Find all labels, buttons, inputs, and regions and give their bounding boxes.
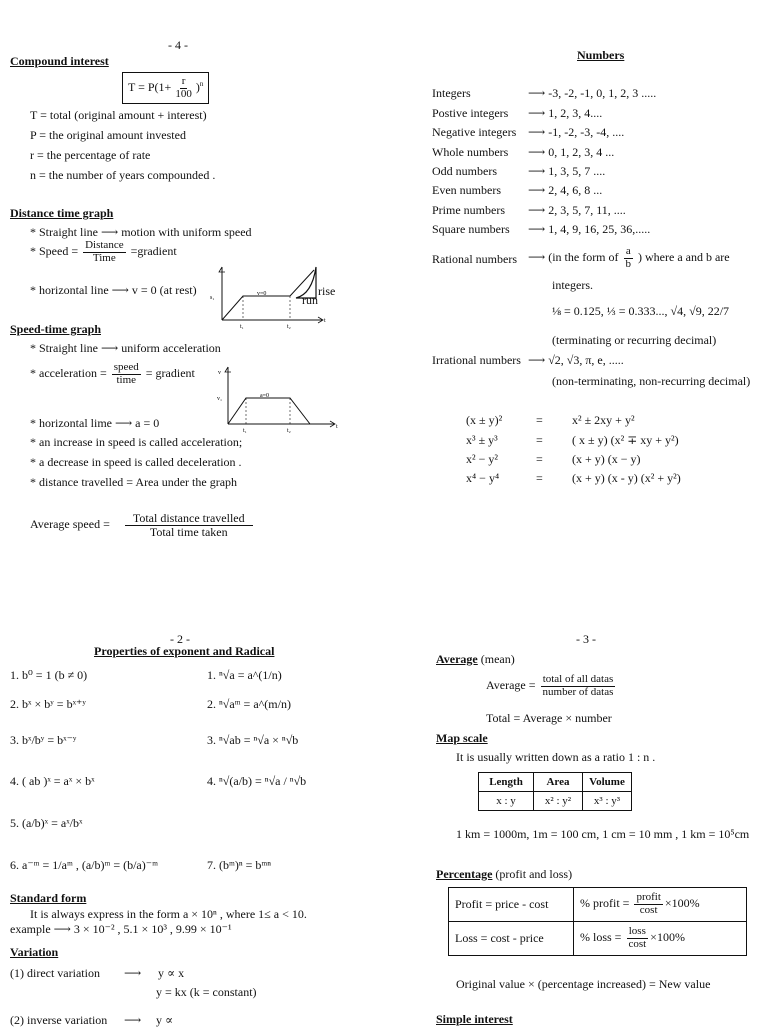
- profit-num: profit: [636, 891, 661, 904]
- table-cell: x³ : y³: [583, 792, 632, 811]
- exponent-rule-left: 6. a⁻ᵐ = 1/aᵐ , (a/b)ᵐ = (b/a)⁻ᵐ: [10, 858, 158, 872]
- average-label: Average =: [486, 677, 536, 692]
- gradient-label-2: = gradient: [145, 365, 195, 380]
- number-val: 1, 3, 5, 7 ....: [548, 164, 606, 178]
- variation-heading: Variation: [10, 945, 59, 959]
- exponent-rule-left: 4. ( ab )ˣ = aˣ × bˣ: [10, 774, 95, 788]
- radical-rule-right: 2. ⁿ√aᵐ = a^(m/n): [207, 697, 291, 711]
- percentage-title: Percentage: [436, 867, 493, 881]
- inverse-variation-formula: y ∝: [156, 1013, 174, 1027]
- rational-fd: b: [625, 257, 632, 270]
- number-row: [432, 106, 508, 121]
- number-val: 2, 4, 6, 8 ...: [548, 183, 603, 197]
- time-den-2: time: [116, 373, 137, 386]
- formula-exp: n: [199, 79, 204, 88]
- identity-lhs: (x ± y)²: [466, 413, 503, 427]
- map-scale-line: It is usually written down as a ratio 1 : n .: [456, 750, 656, 764]
- time-den: Time: [92, 251, 116, 264]
- identity-rhs: (x + y) (x - y) (x² + y²): [572, 471, 681, 485]
- identity-lhs: x² − y²: [466, 452, 498, 466]
- compound-def-r: r = the percentage of rate: [30, 148, 151, 162]
- average-title: Average: [436, 652, 478, 666]
- profit-def: Profit = price - cost: [449, 888, 574, 922]
- page-number-3: - 3 -: [576, 632, 596, 646]
- distance-line-1: * Straight line ⟶ motion with uniform speed: [30, 225, 252, 239]
- number-row: [432, 145, 508, 160]
- arrow-icon: ⟶: [528, 125, 546, 139]
- rise-label: rise: [318, 284, 336, 298]
- number-row: [432, 164, 497, 179]
- exponent-rule-left: 3. bˣ/bʸ = bˣ⁻ʸ: [10, 733, 77, 747]
- identity-eq: =: [536, 433, 543, 447]
- number-row: [432, 86, 471, 101]
- number-row: [432, 183, 501, 198]
- number-val: -3, -2, -1, 0, 1, 2, 3 .....: [548, 86, 657, 100]
- speed-line-3: * horizontal lime ⟶ a = 0: [30, 416, 160, 430]
- percent-profit-label: % profit =: [580, 896, 630, 911]
- table-cell: x² : y²: [534, 792, 583, 811]
- percent-loss-cell: [574, 922, 747, 956]
- speed-num: speed: [113, 361, 139, 373]
- speed-time-heading: Speed-time graph: [10, 322, 101, 336]
- loss-multiplier: ×100%: [650, 930, 685, 945]
- profit-den: cost: [639, 904, 658, 916]
- unit-conversions: 1 km = 1000m, 1m = 100 cm, 1 cm = 10 mm , 1 km = 10⁵cm: [456, 827, 750, 841]
- number-name: Postive integers: [432, 106, 509, 120]
- number-row: [432, 222, 510, 237]
- acceleration-line: [30, 362, 195, 386]
- loss-def: Loss = cost - price: [449, 922, 574, 956]
- radical-rule-right: 3. ⁿ√ab = ⁿ√a × ⁿ√b: [207, 733, 299, 747]
- identity-eq: =: [536, 452, 543, 466]
- arrow-icon: ⟶: [528, 203, 546, 217]
- average-den: number of datas: [542, 685, 614, 698]
- arrow-icon: ⟶: [124, 966, 142, 980]
- identity-rhs: x² ± 2xy + y²: [572, 413, 635, 427]
- graph-t2-label-2: t₂: [287, 428, 291, 434]
- number-val: -1, -2, -3, -4, ....: [548, 125, 625, 139]
- direct-variation-formula: y ∝ x: [158, 966, 185, 980]
- percentage-title-suffix: (profit and loss): [492, 867, 573, 881]
- number-row: [432, 125, 516, 140]
- number-value: [528, 183, 602, 198]
- page-number-4: - 4 -: [168, 38, 188, 52]
- average-speed-formula: [30, 512, 255, 538]
- average-heading: [436, 652, 515, 667]
- standard-form-example: example ⟶ 3 × 10⁻² , 5.1 × 10³ , 9.99 × 10⁻¹: [10, 922, 232, 936]
- exponent-heading: Properties of exponent and Radical: [94, 644, 275, 658]
- speed-line-4: * an increase in speed is called acceleration;: [30, 435, 243, 449]
- irrational-def: [528, 353, 624, 368]
- total-formula: Total = Average × number: [486, 711, 612, 725]
- gradient-label: =gradient: [130, 243, 177, 258]
- number-value: [528, 164, 605, 179]
- average-speed-label: Average speed =: [30, 516, 110, 531]
- identity-rhs: (x + y) (x − y): [572, 452, 641, 466]
- number-row: [432, 203, 505, 218]
- map-scale-table: [478, 772, 632, 811]
- distance-time-heading: Distance time graph: [10, 206, 114, 220]
- distance-speed-line: [30, 240, 177, 264]
- avg-speed-num: Total distance travelled: [125, 512, 253, 526]
- distance-num: Distance: [85, 239, 124, 251]
- arrow-icon: ⟶: [528, 145, 546, 159]
- arrow-icon: ⟶: [528, 222, 546, 236]
- identity-rhs: ( x ± y) (x² ∓ xy + y²): [572, 433, 679, 447]
- arrow-icon: ⟶: [528, 183, 546, 197]
- graph-v1-label: v₁: [217, 396, 223, 402]
- number-name: Prime numbers: [432, 203, 505, 217]
- exponent-rule-left: 1. b⁰ = 1 (b ≠ 0): [10, 668, 88, 682]
- arrow-icon: ⟶: [528, 106, 546, 120]
- direct-variation-constant: y = kx (k = constant): [156, 985, 257, 999]
- standard-form-line-1: It is always express in the form a × 10ⁿ , where 1≤ a < 10.: [30, 907, 307, 921]
- arrow-icon: ⟶: [528, 164, 546, 178]
- table-cell: x : y: [479, 792, 534, 811]
- graph-t2-label: t₂: [287, 324, 291, 330]
- number-value: [528, 203, 626, 218]
- rational-def: [528, 246, 730, 270]
- radical-rule-right: 7. (bᵐ)ⁿ = bᵐⁿ: [207, 858, 272, 872]
- number-val: 1, 4, 9, 16, 25, 36,.....: [548, 222, 651, 236]
- speed-line-6: * distance travelled = Area under the graph: [30, 475, 238, 489]
- numbers-heading: Numbers: [577, 48, 625, 62]
- percent-profit-cell: [574, 888, 747, 922]
- arrow-icon: ⟶: [528, 86, 546, 100]
- speed-line-5: * a decrease in speed is called deceleration .: [30, 455, 242, 469]
- number-name: Even numbers: [432, 183, 501, 197]
- irrational-note: (non-terminating, non-recurring decimal): [552, 374, 751, 388]
- number-name: Integers: [432, 86, 471, 100]
- formula-den: 100: [175, 87, 192, 100]
- compound-def-p: P = the original amount invested: [30, 128, 186, 142]
- arrow-icon: ⟶: [528, 353, 546, 367]
- inverse-variation-label: (2) inverse variation: [10, 1013, 108, 1027]
- number-val: 0, 1, 2, 3, 4 ...: [548, 145, 615, 159]
- rational-fn: a: [625, 245, 631, 257]
- table-header: Volume: [583, 773, 632, 792]
- compound-interest-heading: Compound interest: [10, 54, 109, 68]
- average-formula: [486, 674, 617, 698]
- simple-interest-heading: Simple interest: [436, 1012, 513, 1026]
- rational-text-a: (in the form of: [548, 249, 619, 264]
- run-label: run: [302, 293, 318, 307]
- loss-den: cost: [628, 938, 647, 950]
- average-title-suffix: (mean): [477, 652, 515, 666]
- table-header: Length: [479, 773, 534, 792]
- percentage-increase-note: Original value × (percentage increased) = New value: [456, 977, 711, 991]
- compound-def-t: T = total (original amount + interest): [30, 108, 207, 122]
- identity-eq: =: [536, 471, 543, 485]
- rational-integers: integers.: [552, 278, 593, 292]
- rational-name: Rational numbers: [432, 252, 517, 266]
- number-value: [528, 86, 656, 101]
- speed-line-1: * Straight line ⟶ uniform acceleration: [30, 341, 221, 355]
- graph-t-label: t: [324, 318, 326, 324]
- formula-lhs: T = P(1+: [128, 79, 172, 94]
- map-scale-heading: Map scale: [436, 731, 488, 745]
- average-num: total of all datas: [542, 673, 614, 685]
- graph-a0-label: a=0: [260, 393, 270, 399]
- speed-label: * Speed =: [30, 243, 79, 258]
- number-value: [528, 106, 602, 121]
- number-name: Negative integers: [432, 125, 517, 139]
- profit-multiplier: ×100%: [664, 896, 700, 911]
- speed-time-graph: [214, 362, 344, 441]
- acceleration-label: * acceleration =: [30, 365, 107, 380]
- rational-note: (terminating or recurring decimal): [552, 333, 717, 347]
- number-val: 1, 2, 3, 4....: [548, 106, 603, 120]
- profit-loss-table: [448, 887, 747, 956]
- number-val: 2, 3, 5, 7, 11, ....: [548, 203, 626, 217]
- percentage-heading: [436, 867, 572, 882]
- irrational-val: √2, √3, π, e, .....: [548, 353, 624, 367]
- graph-t1-label: t₁: [240, 324, 244, 330]
- number-value: [528, 145, 614, 160]
- graph-v0-label: v=0: [257, 291, 267, 297]
- radical-rule-right: 4. ⁿ√(a/b) = ⁿ√a / ⁿ√b: [207, 774, 307, 788]
- radical-rule-right: 1. ⁿ√a = a^(1/n): [207, 668, 282, 682]
- irrational-name: Irrational numbers: [432, 353, 521, 367]
- distance-line-3: * horizontal line ⟶ v = 0 (at rest): [30, 283, 197, 297]
- avg-speed-den: Total time taken: [149, 524, 228, 539]
- graph-t1-label-2: t₁: [243, 428, 247, 434]
- table-header: Area: [534, 773, 583, 792]
- identity-eq: =: [536, 413, 543, 427]
- number-name: Whole numbers: [432, 145, 509, 159]
- compound-formula: T = P(1+ $\frac{r}{100}$ )$^n$: [122, 72, 209, 104]
- rational-examples: ⅛ = 0.125, ⅓ = 0.333..., √4, √9, 22/7: [552, 304, 730, 318]
- rational-text-b: ) where a and b are: [638, 249, 730, 264]
- number-name: Odd numbers: [432, 164, 497, 178]
- number-value: [528, 222, 650, 237]
- page-number-2: - 2 -: [170, 632, 190, 646]
- direct-variation-label: (1) direct variation: [10, 966, 100, 980]
- number-value: [528, 125, 624, 140]
- standard-form-heading: Standard form: [10, 891, 87, 905]
- percent-loss-label: % loss =: [580, 930, 622, 945]
- formula-num: r: [181, 75, 186, 87]
- graph-v-label: v: [218, 370, 221, 376]
- identity-lhs: x⁴ − y⁴: [466, 471, 500, 485]
- exponent-rule-left: 5. (a/b)ˣ = aˣ/bˣ: [10, 816, 83, 830]
- graph-t-label-2: t: [336, 424, 338, 430]
- identity-lhs: x³ ± y³: [466, 433, 498, 447]
- compound-def-n: n = the number of years compounded .: [30, 168, 216, 182]
- arrow-icon: ⟶: [528, 249, 546, 264]
- arrow-icon: ⟶: [124, 1013, 142, 1027]
- graph-s1-label: s₁: [210, 295, 215, 301]
- number-name: Square numbers: [432, 222, 510, 236]
- loss-num: loss: [628, 925, 646, 938]
- exponent-rule-left: 2. bˣ × bʸ = bˣ⁺ʸ: [10, 697, 86, 711]
